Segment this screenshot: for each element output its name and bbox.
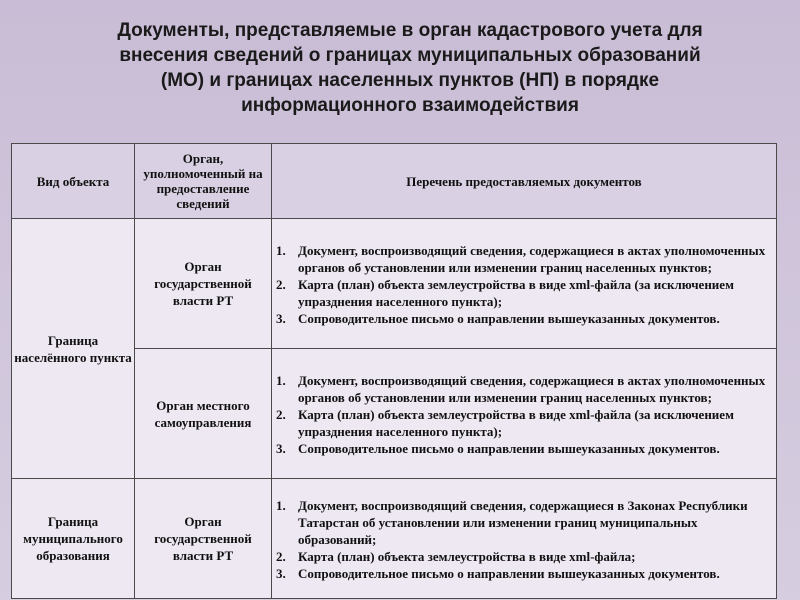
documents-list [272,219,777,349]
item-text: Сопроводительное письмо о направлении вышеуказанных документов. [298,565,720,581]
list-item [276,440,772,457]
table-row [12,219,777,349]
item-text: Сопроводительное письмо о направлении вышеуказанных документов. [298,440,720,456]
authority-cell: Орган государственной власти РТ [135,479,272,599]
header-authority: Орган, уполномоченный на предоставление сведений [135,144,272,219]
object-cell: Граница населённого пункта [12,219,135,479]
item-text: Карта (план) объекта землеустройства в виде xml-файла (за исключением упразднения населенного пункта); [298,276,734,309]
item-number: 1. [276,497,286,513]
list-item [276,565,772,582]
authority-cell: Орган местного самоуправления [135,349,272,479]
item-text: Документ, воспроизводящий сведения, содержащиеся в Законах Республики Татарстан об установлении или изменении границ муниципальных образований; [298,497,748,547]
list-item [276,372,772,406]
header-documents: Перечень предоставляемых документов [272,144,777,219]
item-number: 1. [276,242,286,258]
title-line-3: (МО) и границах населенных пунктов (НП) в порядке [160,70,660,91]
page-title [60,18,760,118]
item-number: 3. [276,565,286,581]
item-number: 3. [276,310,286,326]
documents-list [272,479,777,599]
list-item [276,406,772,440]
authority-cell: Орган государственной власти РТ [135,219,272,349]
item-number: 2. [276,548,286,564]
list-item [276,310,772,327]
documents-table [11,143,777,599]
header-object-type: Вид объекта [12,144,135,219]
object-cell: Граница муниципального образования [12,479,135,599]
item-number: 3. [276,440,286,456]
item-text: Сопроводительное письмо о направлении вышеуказанных документов. [298,310,720,326]
item-text: Документ, воспроизводящий сведения, содержащиеся в актах уполномоченных органов об установлении или изменении границ населенных пунктов; [298,372,766,405]
list-item [276,242,772,276]
item-text: Карта (план) объекта землеустройства в виде xml-файла (за исключением упразднения населенного пункта); [298,406,734,439]
item-text: Карта (план) объекта землеустройства в виде xml-файла; [298,548,636,564]
title-line-4: информационного взаимодействия [241,95,579,116]
documents-list [272,349,777,479]
table-row [12,479,777,599]
title-line-1: Документы, представляемые в орган кадастрового учета для [117,20,703,41]
title-line-2: внесения сведений о границах муниципальных образований [119,45,701,66]
item-number: 2. [276,276,286,292]
item-text: Документ, воспроизводящий сведения, содержащиеся в актах уполномоченных органов об установлении или изменении границ населенных пунктов; [298,242,766,275]
list-item [276,276,772,310]
list-item [276,497,772,548]
table-header-row [12,144,777,219]
list-item [276,548,772,565]
item-number: 1. [276,372,286,388]
item-number: 2. [276,406,286,422]
